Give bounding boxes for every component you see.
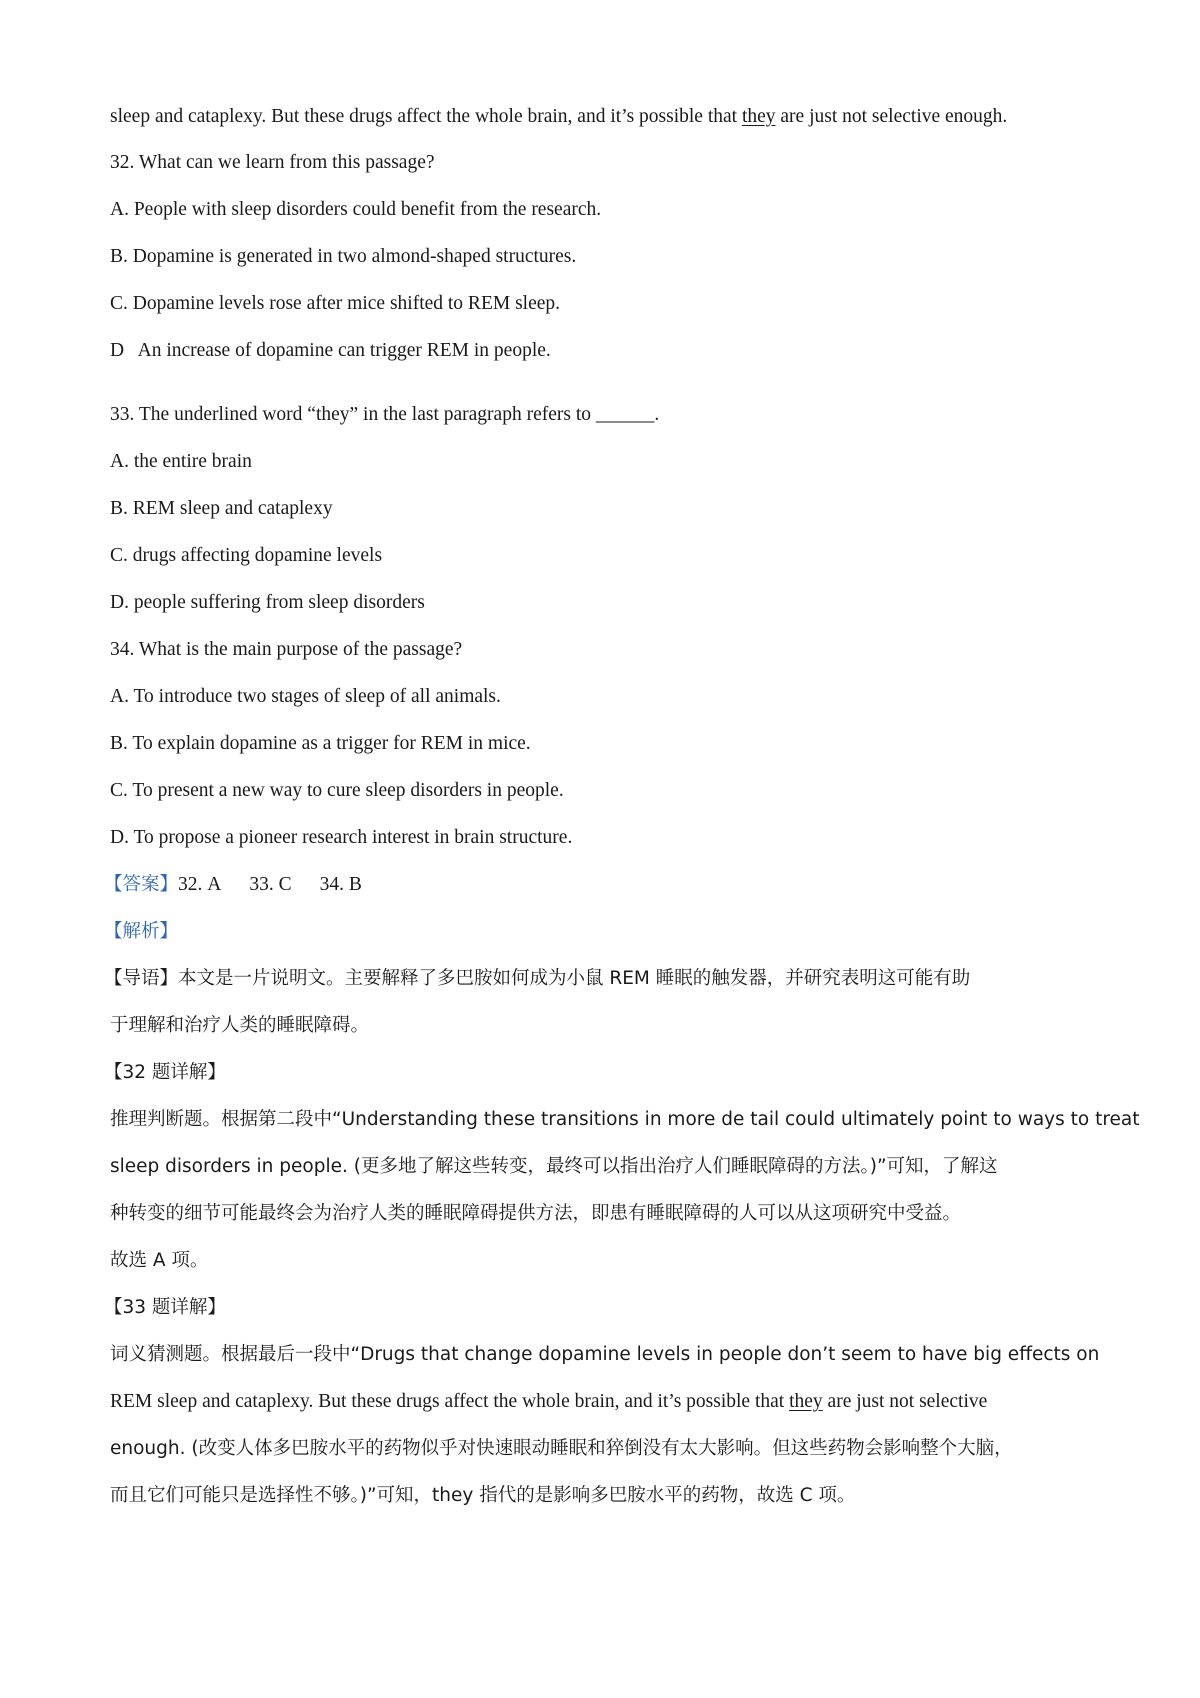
passage-text: are just not selective enough. — [775, 106, 1008, 127]
answer-line — [104, 872, 362, 898]
answer-34: 34. B — [319, 874, 362, 895]
question-34-stem: 34. What is the main purpose of the passage? — [110, 639, 463, 660]
question-34-option-c: C. To present a new way to cure sleep disorders in people. — [110, 780, 564, 801]
q32-detail-line-1: 推理判断题。根据第二段中“Understanding these transitions in more de tail could ultimately point to ways to treat — [110, 1109, 1140, 1130]
analysis-label: 【解析】 — [104, 921, 179, 942]
q32-detail-line-4: 故选 A 项。 — [110, 1250, 209, 1271]
question-32-option-b: B. Dopamine is generated in two almond-shaped structures. — [110, 246, 577, 267]
question-34-option-a: A. To introduce two stages of sleep of all animals. — [110, 686, 501, 707]
question-34-option-d: D. To propose a pioneer research interest in brain structure. — [110, 827, 573, 848]
underlined-word: they — [789, 1391, 823, 1412]
question-32-stem: 32. What can we learn from this passage? — [110, 152, 435, 173]
detail-text: are just not selective — [822, 1391, 988, 1412]
question-32-option-d: D An increase of dopamine can trigger REM in people. — [110, 340, 551, 361]
passage-text: sleep and cataplexy. But these drugs affect the whole brain, and it’s possible that — [110, 106, 742, 127]
q32-detail-line-2: sleep disorders in people. (更多地了解这些转变，最终可以指出治疗人们睡眠障碍的方法。)”可知，了解这 — [110, 1156, 998, 1177]
guide-line-2: 于理解和治疗人类的睡眠障碍。 — [110, 1015, 370, 1036]
detail-text: REM sleep and cataplexy. But these drugs affect the whole brain, and it’s possible that — [110, 1391, 790, 1412]
q33-detail-line-2 — [110, 1389, 987, 1415]
q33-detail-line-4: 而且它们可能只是选择性不够。)”可知，they 指代的是影响多巴胺水平的药物，故选 C 项。 — [110, 1485, 856, 1506]
answer-label: 【答案】 — [104, 874, 179, 895]
passage-last-line — [110, 104, 1007, 130]
question-33-option-a: A. the entire brain — [110, 451, 252, 472]
question-33-option-d: D. people suffering from sleep disorders — [110, 592, 425, 613]
q33-detail-heading: 【33 题详解】 — [104, 1297, 226, 1318]
q33-detail-line-3: enough. (改变人体多巴胺水平的药物似乎对快速眼动睡眠和猝倒没有太大影响。但这些药物会影响整个大脑， — [110, 1438, 1013, 1459]
q33-detail-line-1: 词义猜测题。根据最后一段中“Drugs that change dopamine levels in people don’t seem to have big effects on — [110, 1344, 1100, 1365]
underlined-word: they — [741, 106, 776, 127]
question-34-option-b: B. To explain dopamine as a trigger for REM in mice. — [110, 733, 531, 754]
guide-line-1: 【导语】本文是一片说明文。主要解释了多巴胺如何成为小鼠 REM 睡眠的触发器，并研究表明这可能有助 — [104, 968, 971, 989]
answer-32: 32. A — [178, 874, 222, 895]
question-32-option-a: A. People with sleep disorders could benefit from the research. — [110, 199, 602, 220]
question-33-stem: 33. The underlined word “they” in the last paragraph refers to ______. — [110, 404, 660, 425]
q32-detail-line-3: 种转变的细节可能最终会为治疗人类的睡眠障碍提供方法，即患有睡眠障碍的人可以从这项研究中受益。 — [110, 1203, 962, 1224]
question-33-option-b: B. REM sleep and cataplexy — [110, 498, 333, 519]
question-32-option-c: C. Dopamine levels rose after mice shifted to REM sleep. — [110, 293, 561, 314]
q32-detail-heading: 【32 题详解】 — [104, 1062, 226, 1083]
question-33-option-c: C. drugs affecting dopamine levels — [110, 545, 383, 566]
answer-33: 33. C — [249, 874, 292, 895]
